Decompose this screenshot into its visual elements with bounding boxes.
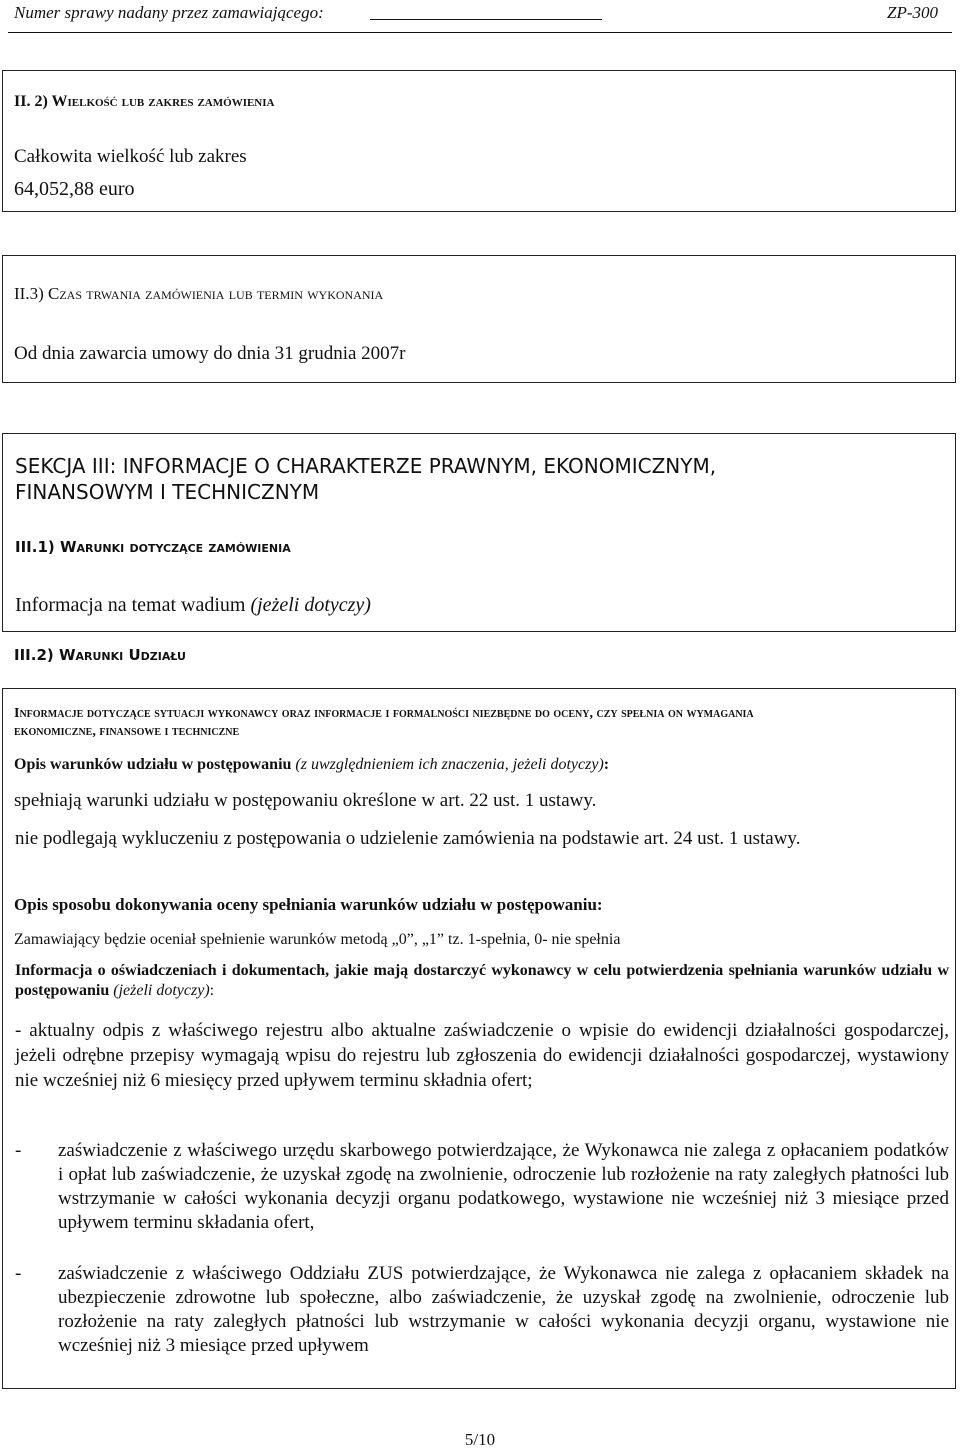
section-iii-2-heading: III.2) Warunki Udziału: [14, 646, 186, 664]
section-ii-2: [2, 70, 956, 212]
document-item-1: - aktualny odpis z właściwego rejestru albo aktualne zaświadczenie o wpisie do ewidencji działalności gospodarczej, jeżeli odrębne przepisy wymagają wpisu do rejestru lub zgłoszenia do ewidencji działalności gospodarczej, wystawiony nie wcześniej niż 6 miesięcy przed upływem terminu składnia ofert;: [15, 1020, 949, 1091]
condition-1: spełniają warunki udziału w postępowaniu określone w art. 22 ust. 1 ustawy.: [14, 790, 597, 811]
document-item-3: - zaświadczenie z właściwego Oddziału ZUS potwierdzające, że Wykonawca nie zalega z opłacaniem składek na ubezpieczenie zdrowotne lub społeczne, albo zaświadczenie, że uzyskał zgodę na zwolnienie, odroczenie lub rozłożenie na raty zaległych płatności lub wstrzymanie w całości wykonania decyzji organu, wystawione nie wcześniej niż 3 miesiące przed upływem: [15, 1263, 949, 1356]
document-item-2: - zaświadczenie z właściwego urzędu skarbowego potwierdzające, że Wykonawca nie zalega z opłacaniem podatków i opłat lub zaświadczenie, że uzyskał zgodę na zwolnienie, odroczenie lub rozłożenie na raty zaległych płatności lub wstrzymanie w całości wykonania decyzji organu podatkowego, wystawione nie wcześniej niż 3 miesiące przed upływem terminu składania ofert,: [15, 1140, 949, 1233]
section-iii: [2, 433, 956, 632]
participation-conditions-label: Opis warunków udziału w postępowaniu (z uwzględnieniem ich znaczenia, jeżeli dotyczy):: [14, 756, 610, 773]
case-number-label: Numer sprawy nadany przez zamawiającego:: [14, 3, 324, 22]
condition-2: nie podlegają wykluczeniu z postępowania o udzielenie zamówienia na podstawie art. 24 ust. 1 ustawy.: [15, 828, 801, 849]
page-number: 5/10: [464, 1430, 496, 1449]
section-ii-2-heading: II. 2) Wielkość lub zakres zamówienia: [14, 93, 275, 110]
wadium-info: Informacja na temat wadium (jeżeli dotyczy): [15, 594, 371, 616]
header-rule: [8, 32, 952, 33]
duration-text: Od dnia zawarcia umowy do dnia 31 grudnia 2007r: [14, 343, 406, 364]
section-ii-3-heading: II.3) Czas trwania zamówienia lub termin wykonania: [14, 284, 384, 303]
section-iii-1-heading: III.1) Warunki dotyczące zamówienia: [15, 538, 291, 556]
evaluation-heading: Opis sposobu dokonywania oceny spełniania warunków udziału w postępowaniu:: [14, 895, 603, 914]
scope-value: 64,052,88 euro: [14, 178, 135, 200]
section-iii-title-2: FINANSOWYM I TECHNICZNYM: [15, 480, 320, 504]
scope-label: Całkowita wielkość lub zakres: [14, 146, 247, 167]
documents-heading: Informacja o oświadczeniach i dokumentach, jakie mają dostarczyć wykonawcy w celu potwierdzenia spełniania warunków udziału w postępowaniu (jeżeli dotyczy):: [15, 962, 949, 999]
case-number-blank: [370, 19, 602, 20]
section-iii-2: [2, 688, 956, 1389]
evaluation-method: Zamawiający będzie oceniał spełnienie warunków metodą „0”, „1” tz. 1-spełnia, 0- nie spełnia: [14, 931, 621, 948]
page-header: [0, 0, 960, 26]
section-iii-title-1: SEKCJA III: INFORMACJE O CHARAKTERZE PRAWNYM, EKONOMICZNYM,: [15, 454, 717, 478]
conditions-heading: Informacje dotyczące sytuacji wykonawcy oraz informacje i formalności niezbędne do oceny, czy spełnia on wymagania ekonomiczne, finansowe i techniczne: [14, 706, 754, 739]
case-number: ZP-300: [887, 3, 938, 22]
section-ii-3: [2, 255, 956, 383]
